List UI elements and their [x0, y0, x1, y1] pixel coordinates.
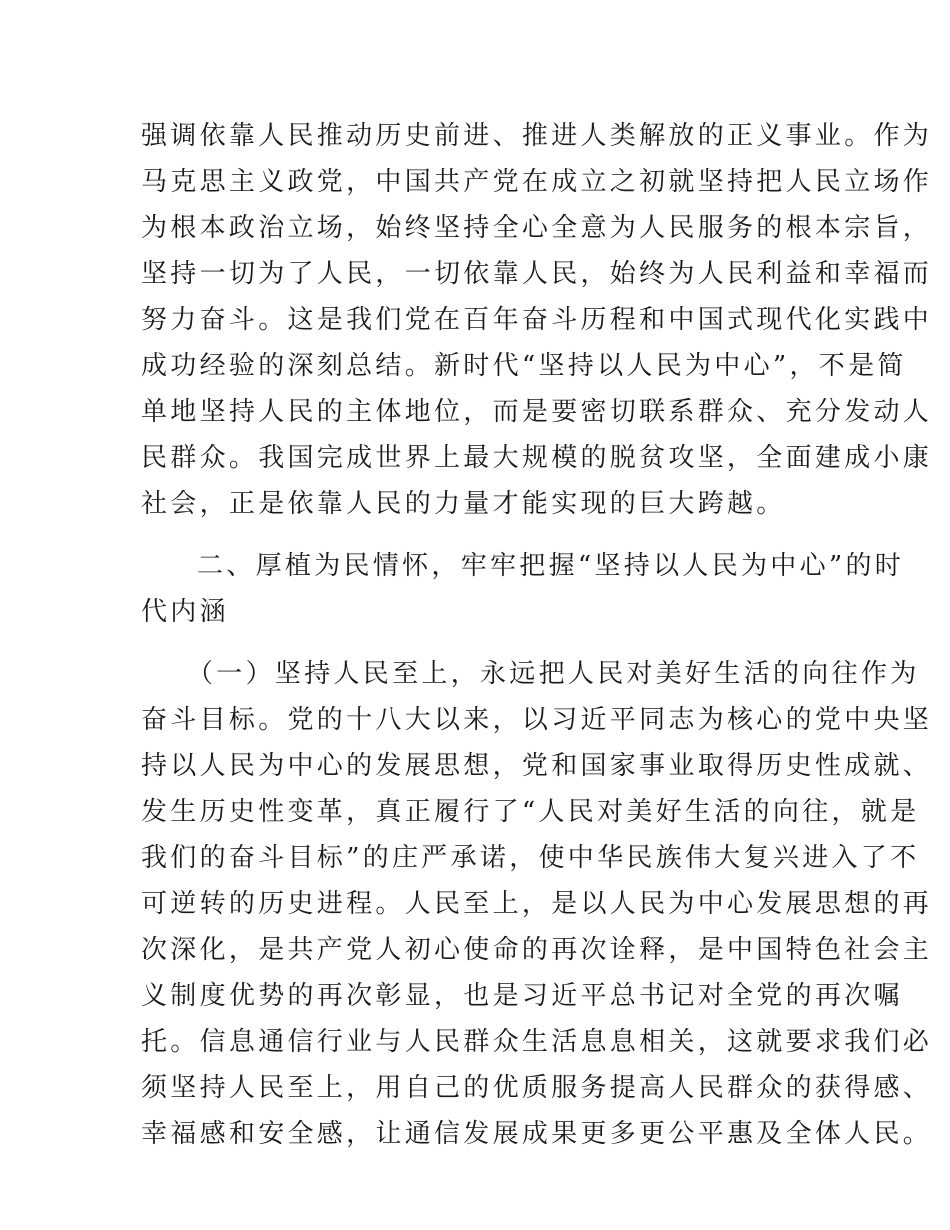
- paragraph-line: 努力奋斗。这是我们党在百年奋斗历程和中国式现代化实践中: [141, 305, 933, 335]
- document-body: [141, 113, 933, 1157]
- paragraph-line: 幸福感和安全感，让通信发展成果更多更公平惠及全体人民。: [141, 1119, 933, 1149]
- paragraph-line: 持以人民为中心的发展思想，党和国家事业取得历史性成就、: [141, 751, 933, 781]
- paragraph-line: 须坚持人民至上，用自己的优质服务提高人民群众的获得感、: [141, 1073, 933, 1103]
- paragraph-line: 托。信息通信行业与人民群众生活息息相关，这就要求我们必: [141, 1027, 933, 1057]
- paragraph-spacer: [141, 635, 813, 651]
- heading-line: 二、厚植为民情怀，牢牢把握“坚持以人民为中心”的时: [197, 551, 905, 581]
- paragraph-line: 我们的奋斗目标”的庄严承诺，使中华民族伟大复兴进入了不: [141, 843, 920, 873]
- body-paragraph-2: [141, 651, 933, 1157]
- paragraph-line: （一）坚持人民至上，永远把人民对美好生活的向往作为: [187, 659, 920, 689]
- paragraph-line: 单地坚持人民的主体地位，而是要密切联系群众、充分发动人: [141, 397, 933, 427]
- paragraph-line: 发生历史性变革，真正履行了“人民对美好生活的向往，就是: [141, 797, 920, 827]
- paragraph-line: 社会，正是依靠人民的力量才能实现的巨大跨越。: [141, 489, 786, 519]
- paragraph-line: 可逆转的历史进程。人民至上，是以人民为中心发展思想的再: [141, 889, 933, 919]
- paragraph-line: 坚持一切为了人民，一切依靠人民，始终为人民利益和幸福而: [141, 259, 933, 289]
- paragraph-line: 奋斗目标。党的十八大以来，以习近平同志为核心的党中央坚: [141, 705, 933, 735]
- paragraph-line: 民群众。我国完成世界上最大规模的脱贫攻坚，全面建成小康: [141, 443, 933, 473]
- heading-line: 代内涵: [141, 597, 229, 627]
- paragraph-line: 为根本政治立场，始终坚持全心全意为人民服务的根本宗旨，: [141, 213, 933, 243]
- paragraph-line: 马克思主义政党，中国共产党在成立之初就坚持把人民立场作: [141, 167, 933, 197]
- body-paragraph-1: [141, 113, 933, 527]
- paragraph-line: 义制度优势的再次彰显，也是习近平总书记对全党的再次嘱: [141, 981, 903, 1011]
- paragraph-line: 成功经验的深刻总结。新时代“坚持以人民为中心”，不是简: [141, 351, 907, 381]
- section-heading: [141, 543, 905, 635]
- paragraph-line: 次深化，是共产党人初心使命的再次诠释，是中国特色社会主: [141, 935, 933, 965]
- paragraph-line: 强调依靠人民推动历史前进、推进人类解放的正义事业。作为: [141, 121, 933, 151]
- paragraph-spacer: [141, 527, 813, 543]
